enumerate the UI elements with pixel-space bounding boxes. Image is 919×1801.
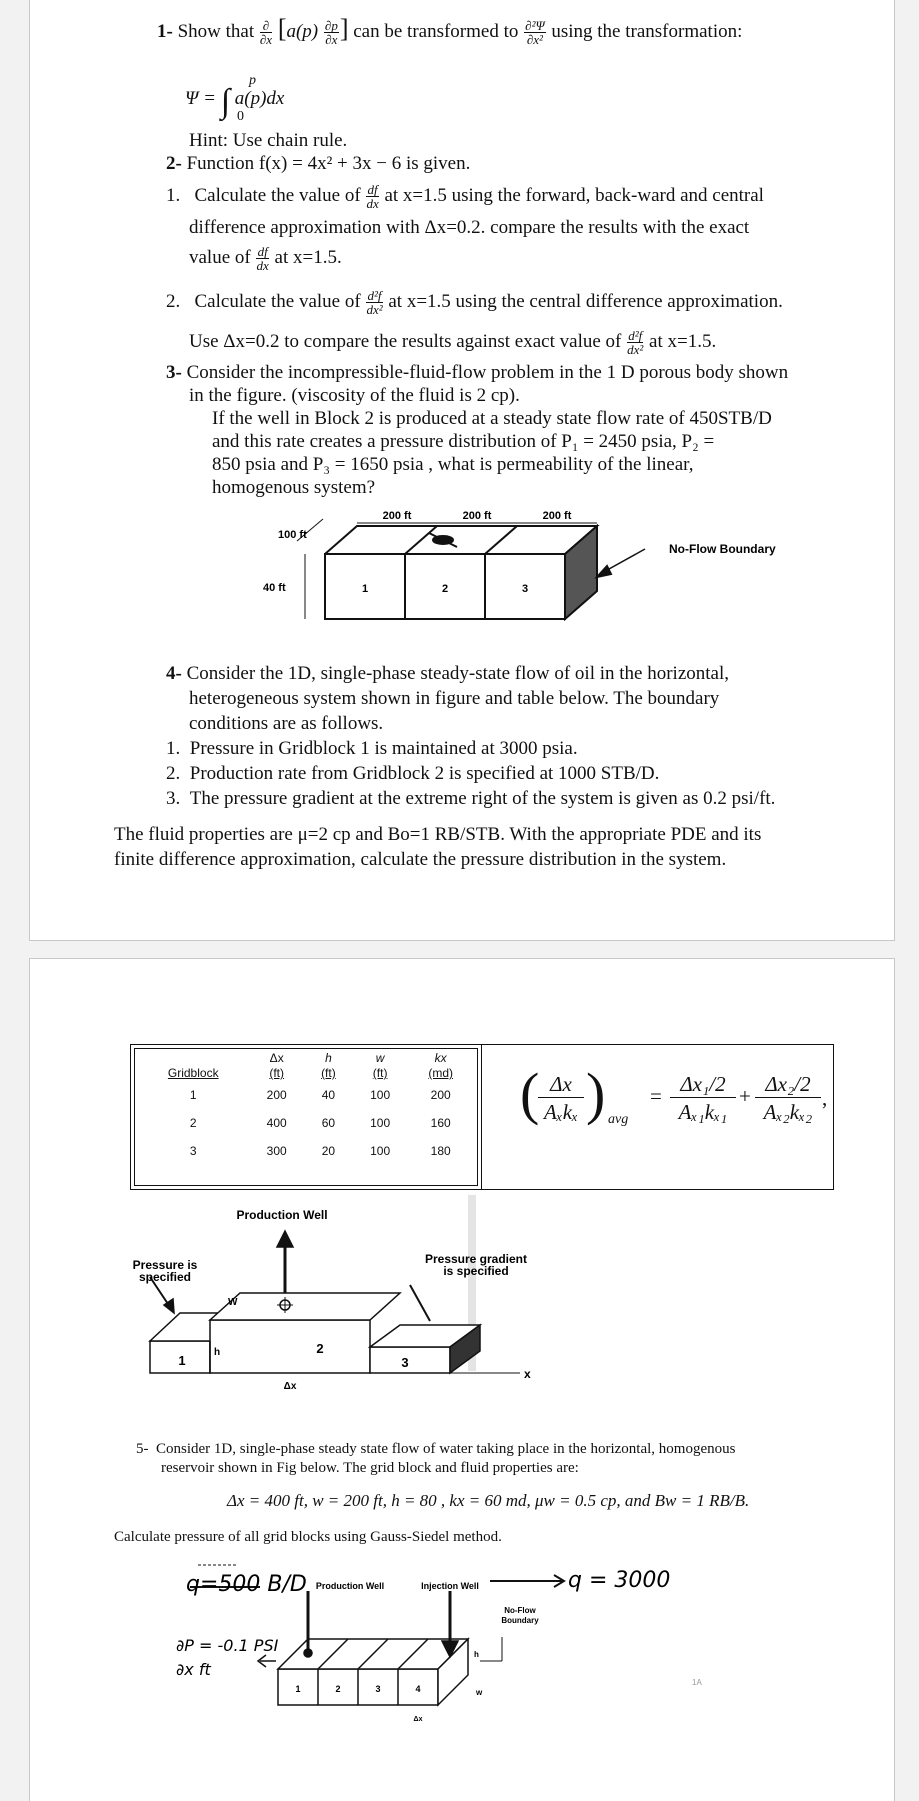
dim-label-2: 200 ft [462,510,492,522]
stray-mark: 1A [692,1678,702,1687]
block-4-label: 4 [415,1684,421,1694]
partial-d-dx: $\frac{\partial}{\partial x}$ [259,18,273,48]
question-1-label: 1- [157,21,173,42]
document-page-2 [29,958,895,1801]
block-1-label: 1 [295,1684,301,1694]
h-label: h [214,1347,221,1358]
question-3-line-6: homogenous system? [212,477,376,498]
harmonic-average-formula: ( Δx Aₓkₓ ) avg = Δx₁/2 Aₓ₁kₓ₁ + Δx₂/2 Aₓ₂kₓ₂ , [520,1061,828,1127]
svg-text:is specified: is specified [443,1264,509,1278]
production-well-label: Production Well [315,1581,385,1591]
no-flow-label: No-Flow [504,1606,536,1615]
no-flow-face [565,526,597,619]
porous-body-figure [245,509,805,631]
handwritten-q-right: q = 3000 [568,1568,671,1593]
handwritten-gradient: ∂P = -0.1 PSI [176,1636,279,1655]
pressure-gradient-label: Pressure gradient [424,1252,528,1266]
second-partial-psi: $\frac{\text{∂²Ψ}}{\text{∂x²}}$ [525,18,545,48]
question-3-line-2: in the figure. (viscosity of the fluid is 2 cp). [189,385,520,406]
question-4-line-3: conditions are as follows. [189,713,384,734]
handwritten-q-left: q=500 B/D [186,1572,307,1597]
question-1-line: 1- Show that $\frac{\partial}{\partial x}$ [a(p) $\frac{\partial p}{\partial x}$ ] can be transformed to $\frac{\text{∂²Ψ}}{\text{∂x²}}$ using the transformation: [157,14,743,48]
question-3-line-5: 850 psia and P₃ = 1650 psia , what is permeability of the linear, [212,454,694,475]
block-3-label: 3 [401,1355,409,1370]
block-1-label: 1 [361,583,369,595]
gridblock-table: Gridblock Δx (ft) h (ft) w (ft) kx (md) 1 200 40 100 200 2 400 60 100 160 3 300 20 100 180 [138,1051,473,1165]
table-row: 1 200 40 100 200 [189,1088,451,1102]
document-page-1 [29,0,895,941]
production-well-label: Production Well [236,1208,328,1222]
question-2-item-2-line-2: Use Δx=0.2 to compare the results against exact value of $\frac{\text{d²f}}{\text{dx²}}$ at x=1.5. [189,328,717,357]
w-label: W [228,1297,238,1308]
x-axis-label: x [524,1367,531,1381]
table-row: 2 400 60 100 160 [189,1116,451,1130]
question-2-item-1: 1. Calculate the value of $\frac{df}{dx}$ at x=1.5 using the forward, back-ward and central [166,182,764,211]
svg-text:∂x ft: ∂x ft [176,1660,211,1679]
condition-3: 3. The pressure gradient at the extreme right of the system is given as 0.2 psi/ft. [166,788,776,809]
height-label: 40 ft [263,582,286,594]
question-5-line-1: 5- Consider 1D, single-phase steady state flow of water taking place in the horizontal, homogenous [136,1441,736,1457]
block-2-label: 2 [441,583,449,595]
w-label: w [476,1688,483,1697]
question-3-line-1: 3- Consider the incompressible-fluid-flow problem in the 1 D porous body shown [166,362,789,383]
dim-label-3: 200 ft [542,510,572,522]
dx-label: Δx [413,1716,423,1723]
question-3-line-3: If the well in Block 2 is produced at a steady state flow rate of 450STB/D [212,408,772,429]
condition-1: 1. Pressure in Gridblock 1 is maintained at 3000 psia. [166,738,578,759]
dx-label: Δx [283,1381,297,1391]
heterogeneous-system-figure [130,1195,580,1391]
frame-divider [481,1044,482,1190]
table-row: 3 300 20 100 180 [189,1144,451,1158]
psi-definition: Ψ = ∫ p 0 a(p)dx [185,73,285,124]
block-2-label: 2 [335,1684,341,1694]
injection-well-label: Injection Well [421,1581,479,1591]
pressure-specified-label: Pressure is [132,1258,198,1272]
svg-text:specified: specified [138,1270,192,1284]
question-2-item-2: 2. Calculate the value of $\frac{\text{d²f}}{\text{dx²}}$ at x=1.5 using the central difference approximation. [166,288,783,317]
question-5-properties: Δx = 400 ft, w = 200 ft, h = 80 , kx = 60 md, μw = 0.5 cp, and Bw = 1 RB/B. [227,1491,750,1510]
question-5-line-2: reservoir shown in Fig below. The grid block and fluid properties are: [161,1460,579,1476]
dim-label-1: 200 ft [382,510,412,522]
partial-dp-dx: $\frac{\partial p}{\partial x}$ [324,18,338,48]
question-2-line: 2- Function f(x) = 4x² + 3x − 6 is given. [166,153,471,174]
no-flow-boundary-label: No-Flow Boundary [669,542,776,556]
gauss-seidel-figure [130,1551,800,1751]
block-3-label: 3 [521,583,529,595]
fluid-properties-line-1: The fluid properties are μ=2 cp and Bo=1 RB/STB. With the appropriate PDE and its [114,824,762,845]
hint-text: Hint: Use chain rule. [189,130,348,151]
question-4-line-1: 4- Consider the 1D, single-phase steady-state flow of oil in the horizontal, [166,663,730,684]
question-5-instruction: Calculate pressure of all grid blocks using Gauss-Siedel method. [114,1529,502,1545]
block-2-label: 2 [316,1341,324,1356]
block-3-label: 3 [375,1684,381,1694]
question-4-line-2: heterogeneous system shown in figure and table below. The boundary [189,688,720,709]
condition-2: 2. Production rate from Gridblock 2 is specified at 1000 STB/D. [166,763,660,784]
question-2-item-1-line-3: value of $\frac{df}{dx}$ at x=1.5. [189,244,342,273]
fluid-properties-line-2: finite difference approximation, calculate the pressure distribution in the system. [114,849,727,870]
block-1-label: 1 [178,1353,186,1368]
question-2-item-1-line-2: difference approximation with Δx=0.2. compare the results with the exact [189,217,750,238]
svg-text:Boundary: Boundary [501,1616,539,1625]
question-3-line-4: and this rate creates a pressure distribution of P₁ = 2450 psia, P₂ = [212,431,715,452]
h-label: h [474,1650,479,1659]
width-label: 100 ft [278,529,307,541]
